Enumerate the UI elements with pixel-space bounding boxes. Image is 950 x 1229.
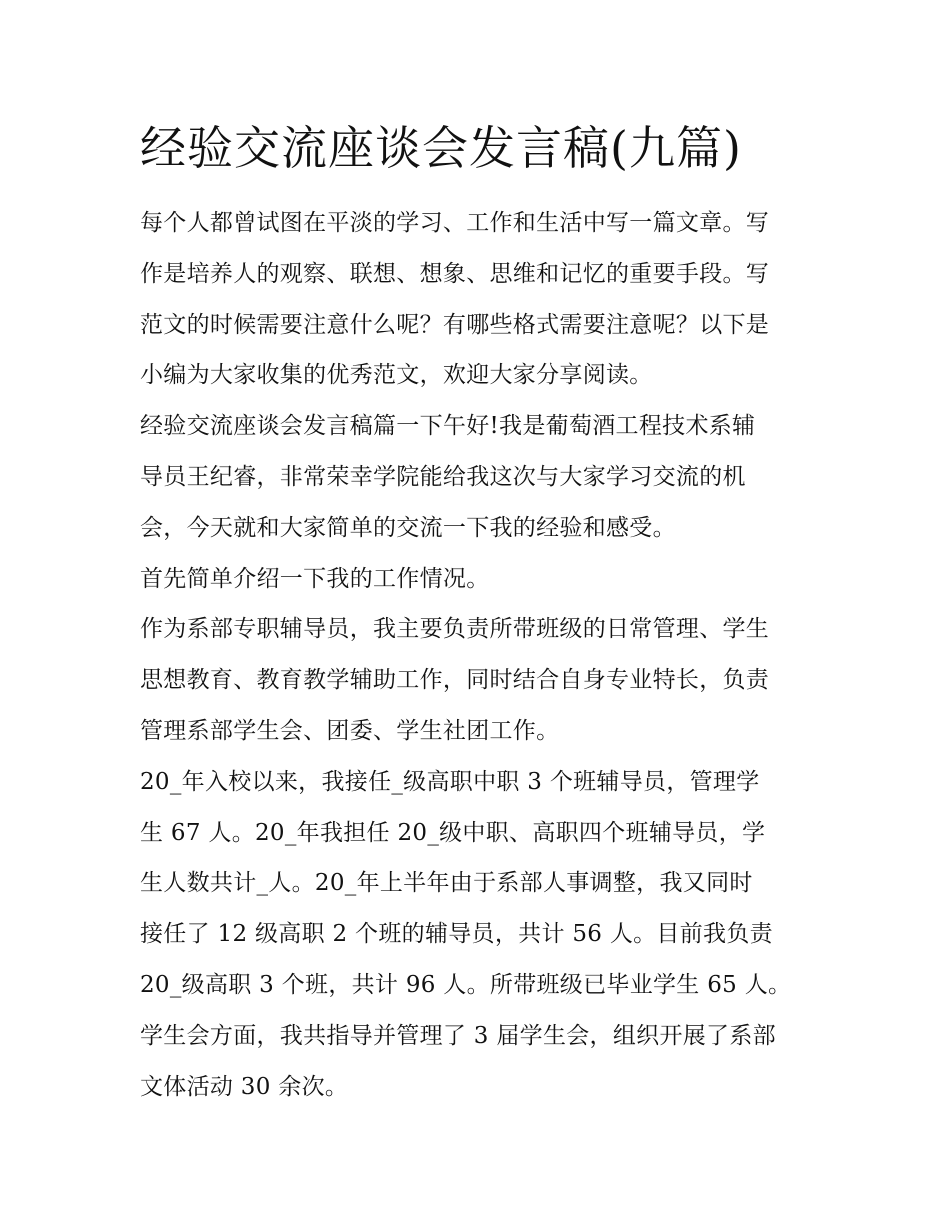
body-line: 管理系部学生会、团委、学生社团工作。 (140, 717, 560, 744)
document-title: 经验交流座谈会发言稿(九篇) (140, 121, 742, 175)
body-line: 导员王纪睿，非常荣幸学院能给我这次与大家学习交流的机 (140, 463, 746, 490)
body-line: 20_级高职 3 个班，共计 96 人。所带班级已毕业学生 65 人。 (140, 971, 792, 998)
body-line: 生人数共计_人。20_年上半年由于系部人事调整，我又同时 (140, 870, 753, 897)
body-line: 作是培养人的观察、联想、想象、思维和记忆的重要手段。写 (140, 260, 770, 287)
body-line: 生 67 人。20_年我担任 20_级中职、高职四个班辅导员，学 (140, 819, 766, 846)
body-line: 小编为大家收集的优秀范文，欢迎大家分享阅读。 (140, 362, 653, 389)
body-line: 范文的时候需要注意什么呢？有哪些格式需要注意呢？以下是 (140, 311, 770, 338)
body-line: 经验交流座谈会发言稿篇一下午好!我是葡萄酒工程技术系辅 (140, 413, 756, 440)
body-line: 作为系部专职辅导员，我主要负责所带班级的日常管理、学生 (140, 616, 770, 643)
body-line: 学生会方面，我共指导并管理了 3 届学生会，组织开展了系部 (140, 1022, 776, 1049)
body-line: 接任了 12 级高职 2 个班的辅导员，共计 56 人。目前我负责 (140, 921, 773, 948)
body-line: 首先简单介绍一下我的工作情况。 (140, 565, 490, 592)
body-line: 文体活动 30 余次。 (140, 1073, 349, 1100)
body-line: 思想教育、教育教学辅助工作，同时结合自身专业特长，负责 (140, 667, 770, 694)
document-body (140, 198, 830, 1112)
body-line: 20_年入校以来，我接任_级高职中职 3 个班辅导员，管理学 (140, 768, 760, 795)
body-line: 会，今天就和大家简单的交流一下我的经验和感受。 (140, 514, 676, 541)
body-line: 每个人都曾试图在平淡的学习、工作和生活中写一篇文章。写 (140, 210, 770, 236)
